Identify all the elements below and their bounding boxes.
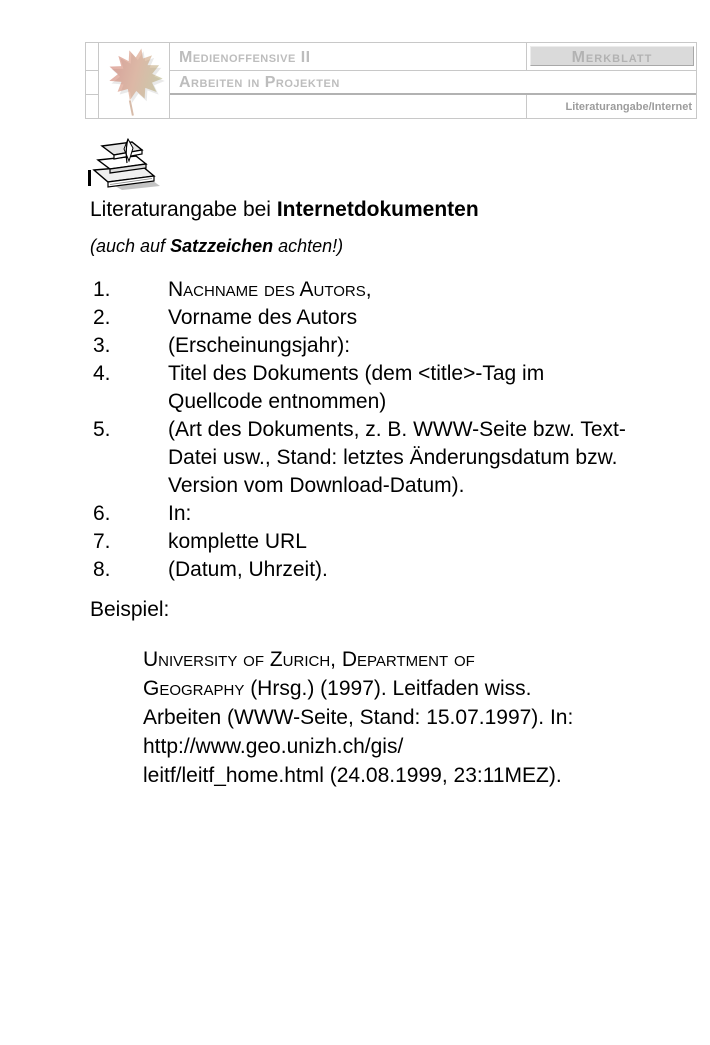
list-item (93, 332, 705, 360)
list-item-line (168, 556, 328, 584)
text-segment: achten!) (273, 236, 344, 256)
citation-list (93, 276, 705, 584)
example-line (143, 703, 703, 732)
text-segment: Geography (143, 677, 245, 700)
list-item-number: 1. (93, 278, 111, 301)
page-title (90, 198, 479, 222)
text-segment: (Art des Dokuments, z. B. WWW-Seite bzw. Text- (168, 418, 626, 441)
header-divider (526, 43, 527, 70)
page-subtitle (90, 236, 343, 257)
list-item-number: 5. (93, 418, 111, 441)
list-item (93, 556, 705, 584)
text-segment: Nachname des Autors, (168, 278, 372, 301)
list-item (93, 500, 705, 528)
list-item-line (168, 416, 626, 444)
list-item-content (168, 500, 191, 528)
list-item (93, 304, 705, 332)
list-item-content (168, 416, 626, 500)
list-item-content (168, 360, 544, 416)
header-divider (86, 94, 98, 95)
list-item-number: 4. (93, 362, 111, 385)
example-line (143, 761, 703, 790)
list-item-content (168, 528, 307, 556)
list-item-number: 3. (93, 334, 111, 357)
cursor-mark (88, 170, 91, 186)
list-item (93, 528, 705, 556)
text-segment: Version vom Download-Datum). (168, 474, 465, 497)
example-line (143, 674, 703, 703)
header-subject: Literaturangabe/Internet (565, 101, 692, 113)
text-segment: Vorname des Autors (168, 306, 358, 329)
header-narrow-column (86, 43, 99, 118)
list-item-number: 2. (93, 306, 111, 329)
list-item-content (168, 556, 328, 584)
text-segment: University of Zurich, Department of (143, 648, 475, 671)
text-segment: (Erscheinungsjahr): (168, 334, 351, 357)
list-item-line (168, 276, 372, 304)
text-segment: Satzzeichen (170, 236, 274, 256)
list-item-line (168, 304, 357, 332)
text-segment: Internetdokumenten (276, 198, 479, 221)
list-item-line (168, 360, 544, 388)
text-segment: Titel des Dokuments (dem <title>-Tag im (168, 362, 545, 385)
list-item (93, 360, 705, 416)
list-item-line (168, 388, 544, 416)
header-table (85, 42, 697, 119)
text-segment: Datei usw., Stand: letztes Änderungsdatum bzw. (168, 446, 618, 469)
list-item-line (168, 472, 626, 500)
merkblatt-badge: Merkblatt (530, 46, 694, 66)
header-divider-thick (170, 93, 696, 95)
books-icon (92, 136, 162, 190)
text-segment: (Hrsg.) (1997). Leitfaden wiss. (244, 677, 532, 700)
text-segment: Arbeiten (WWW-Seite, Stand: 15.07.1997). In: (143, 706, 574, 729)
example-line (143, 732, 703, 761)
list-item (93, 276, 705, 304)
list-item-line (168, 528, 307, 556)
header-project: Arbeiten in Projekten (179, 74, 340, 91)
list-item (93, 416, 705, 500)
books-stack-with-quill-icon (92, 136, 162, 190)
text-segment: (auch auf (90, 236, 171, 256)
text-segment: komplette URL (168, 530, 307, 553)
text-segment: http://www.geo.unizh.ch/gis/ (143, 735, 404, 758)
text-segment: In: (168, 502, 192, 525)
list-item-content (168, 276, 372, 304)
leaf-cell (99, 43, 170, 118)
header-divider (86, 70, 98, 71)
maple-leaf-icon (100, 45, 168, 118)
list-item-line (168, 444, 626, 472)
text-segment: Quellcode entnommen) (168, 390, 387, 413)
list-item-number: 6. (93, 502, 111, 525)
example-label: Beispiel: (90, 598, 170, 621)
text-segment: (Datum, Uhrzeit). (168, 558, 328, 581)
list-item-number: 8. (93, 558, 111, 581)
list-item-line (168, 332, 350, 360)
text-segment: leitf/leitf_home.html (24.08.1999, 23:11MEZ). (143, 764, 562, 787)
list-item-content (168, 304, 357, 332)
example-citation (143, 645, 703, 790)
header-divider (526, 95, 527, 118)
list-item-content (168, 332, 350, 360)
example-line (143, 645, 703, 674)
list-item-line (168, 500, 191, 528)
header-program: Medienoffensive II (179, 49, 311, 66)
text-segment: Literaturangabe bei (90, 198, 277, 221)
list-item-number: 7. (93, 530, 111, 553)
